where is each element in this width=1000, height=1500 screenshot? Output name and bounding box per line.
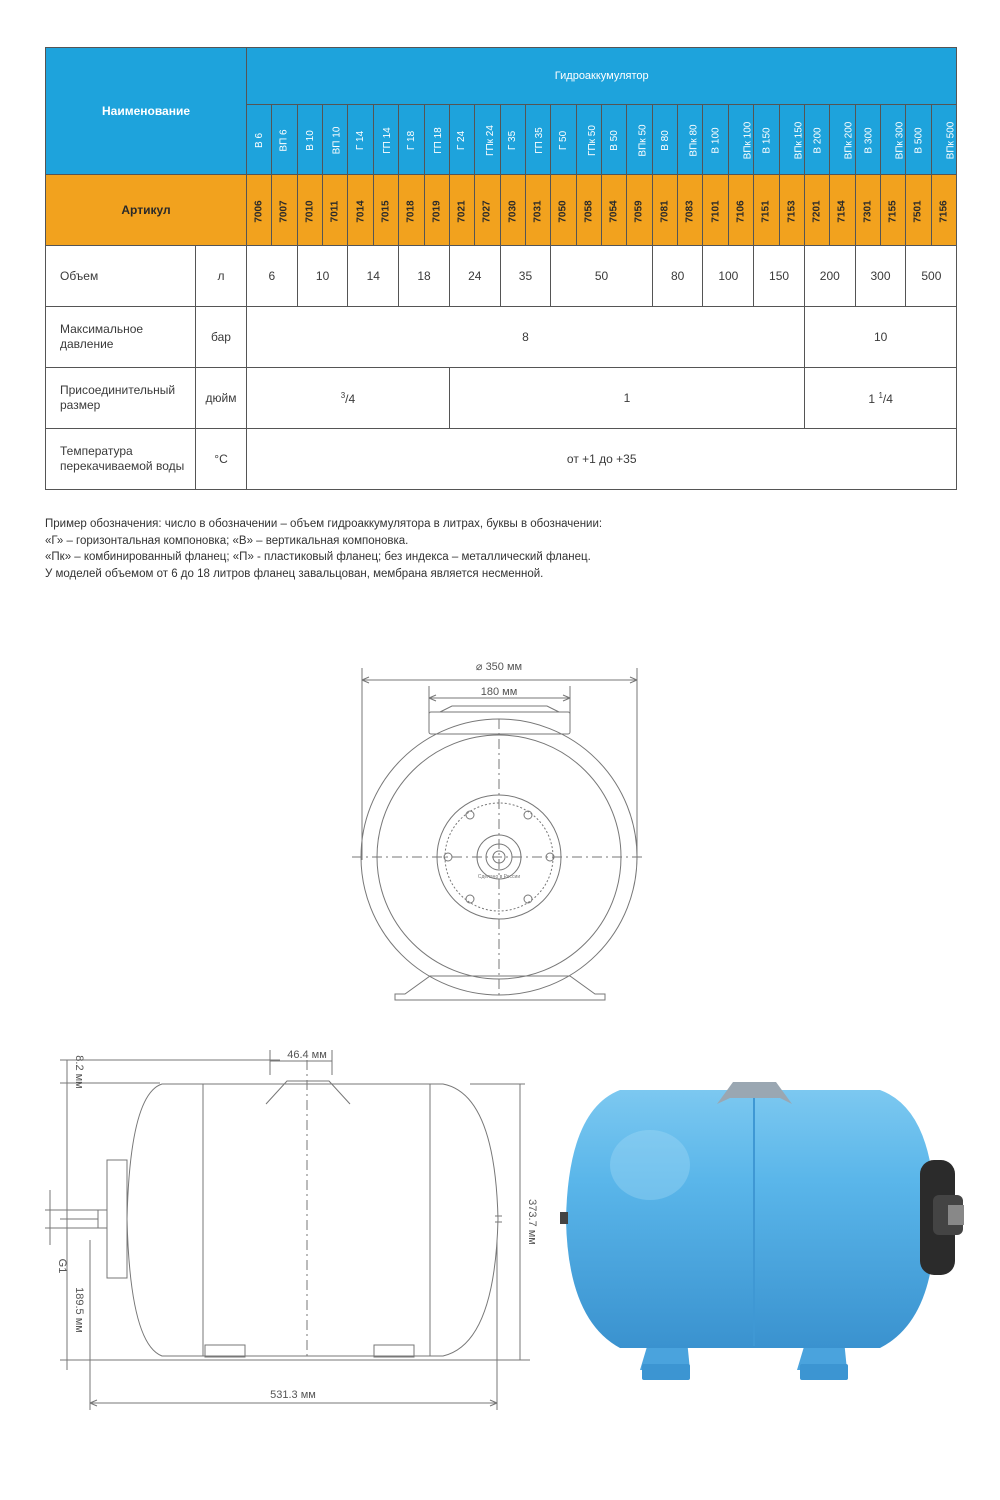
article-number: 7027: [481, 200, 493, 223]
connection-label: Присоединительный: [60, 383, 176, 397]
model-name: В 100: [711, 127, 723, 155]
note-line: «Пк» – комбинированный фланец; «П» - пластиковый фланец; без индекса – металлический фланец.: [45, 551, 591, 563]
article-number: 7101: [710, 200, 722, 223]
article-number: 7151: [760, 200, 772, 223]
model-name: ВПк 300: [894, 122, 906, 160]
volume-value: 200: [819, 269, 840, 283]
side-length-label: 531.3 мм: [270, 1389, 316, 1401]
article-number: 7015: [380, 200, 392, 223]
front-diameter-label: ⌀ 350 мм: [475, 661, 523, 673]
article-number: 7010: [304, 200, 316, 223]
connection-value-cell: 1 $^1$/4: [804, 368, 957, 429]
model-name: ВПк 150: [792, 122, 804, 160]
model-name: В 500: [913, 127, 925, 155]
pressure-value: 8: [522, 330, 529, 344]
fraction-num: 1: [878, 390, 883, 400]
model-name: В 300: [863, 127, 875, 155]
volume-value: 50: [594, 269, 609, 283]
temperature-label: Температура: [60, 444, 133, 458]
side-top-offset-label: 8.2 мм: [73, 1055, 85, 1089]
model-name: ГП 18: [432, 127, 444, 155]
volume-value: 14: [366, 269, 380, 283]
model-name: Г 50: [558, 131, 570, 151]
article-number: 7050: [558, 200, 569, 223]
model-name: ВПк 50: [637, 124, 649, 158]
group-header: Гидроаккумулятор: [554, 69, 649, 82]
model-name: Г 18: [405, 131, 417, 151]
model-name: ВП 6: [279, 129, 291, 153]
volume-value: 150: [769, 269, 790, 283]
article-number: 7059: [634, 200, 646, 223]
article-number: 7021: [456, 200, 468, 223]
temperature-unit: °С: [214, 452, 228, 466]
article-number: 7019: [431, 200, 443, 223]
volume-value: 100: [718, 269, 739, 283]
model-name: В 50: [608, 130, 620, 152]
model-name: В 10: [304, 130, 316, 152]
model-name: В 80: [659, 130, 671, 152]
article-number: 7018: [405, 200, 417, 223]
fraction-whole: 1: [868, 391, 876, 406]
article-number: 7201: [811, 200, 823, 223]
model-name: ГПк 24: [485, 125, 497, 157]
model-name: ГП 35: [533, 127, 545, 155]
pressure-label: Максимальное: [60, 322, 144, 336]
model-name: ВПк 80: [688, 124, 700, 158]
model-name: ВПк 200: [843, 122, 855, 160]
model-name: Г 35: [507, 131, 519, 151]
pressure-value: 10: [874, 330, 888, 344]
temperature-label: перекачиваемой воды: [60, 459, 185, 473]
article-number: 7155: [887, 200, 899, 223]
volume-value: 300: [870, 269, 891, 283]
connection-value-cell: $^3$/4: [247, 368, 450, 429]
article-number: 7106: [735, 200, 747, 223]
note-line: Пример обозначения: число в обозначении – объем гидроаккумулятора в литрах, буквы в обозначении:: [45, 518, 603, 530]
article-number: 7007: [279, 200, 291, 223]
model-name: В 150: [761, 127, 773, 155]
volume-value: 24: [468, 269, 482, 283]
model-name: ГП 14: [381, 127, 393, 155]
model-name: ВПк 500: [945, 122, 957, 160]
volume-label: Объем: [60, 268, 99, 283]
model-name: ГПк 50: [586, 125, 598, 157]
article-number: 7301: [862, 200, 874, 223]
article-number: 7058: [583, 200, 595, 223]
article-number: 7081: [659, 200, 671, 223]
volume-value: 10: [315, 269, 330, 283]
model-name: В 6: [253, 133, 265, 149]
article-header: Артикул: [121, 203, 171, 217]
temperature-value: от +1 до +35: [566, 452, 637, 466]
tank-illustration: [560, 1082, 964, 1380]
note-line: «Г» – горизонтальная компоновка; «В» – вертикальная компоновка.: [45, 534, 409, 547]
volume-value: 6: [268, 269, 276, 283]
article-number: 7153: [786, 200, 798, 223]
article-number: 7030: [507, 200, 519, 223]
connection-value: 1: [623, 391, 631, 405]
volume-value: 500: [921, 269, 942, 283]
model-name: ВПк 100: [742, 122, 754, 160]
connection-unit: дюйм: [205, 391, 237, 405]
front-view-drawing: [352, 668, 646, 1000]
model-name: ВП 10: [331, 127, 343, 155]
article-number: 7006: [253, 200, 265, 223]
flange-logo-text: Сделано в России: [477, 874, 521, 880]
model-name: Г 24: [456, 131, 468, 151]
article-number: 7031: [532, 200, 544, 223]
article-number: 7014: [355, 200, 367, 223]
article-number: 7156: [938, 200, 950, 223]
side-view-drawing: [45, 1050, 530, 1410]
pressure-unit: бар: [211, 330, 231, 344]
article-number: 7083: [684, 200, 696, 223]
fraction-den: 4: [886, 391, 893, 406]
article-number: 7054: [608, 200, 620, 223]
model-name: В 200: [812, 127, 824, 155]
front-bracket-label: 180 мм: [480, 686, 518, 698]
side-height-label: 373.7 мм: [526, 1199, 538, 1245]
model-name: Г 14: [355, 131, 367, 151]
side-thread-label: G1: [56, 1258, 68, 1274]
pressure-label: давление: [60, 337, 114, 351]
fraction-den: 4: [348, 391, 356, 406]
volume-unit: л: [217, 269, 225, 283]
side-top-width-label: 46.4 мм: [287, 1049, 327, 1061]
side-flange-height-label: 189.5 мм: [73, 1287, 85, 1333]
article-number: 7011: [329, 200, 341, 223]
connection-label: размер: [60, 398, 101, 412]
note-line: У моделей объемом от 6 до 18 литров фланец завальцован, мембрана является несменной.: [45, 567, 544, 580]
fraction-num: 3: [340, 390, 346, 400]
article-number: 7501: [913, 200, 925, 223]
name-header: Наименование: [101, 104, 191, 118]
volume-value: 35: [518, 269, 533, 283]
volume-value: 80: [670, 269, 685, 283]
article-number: 7154: [836, 200, 848, 223]
volume-value: 18: [417, 269, 431, 283]
